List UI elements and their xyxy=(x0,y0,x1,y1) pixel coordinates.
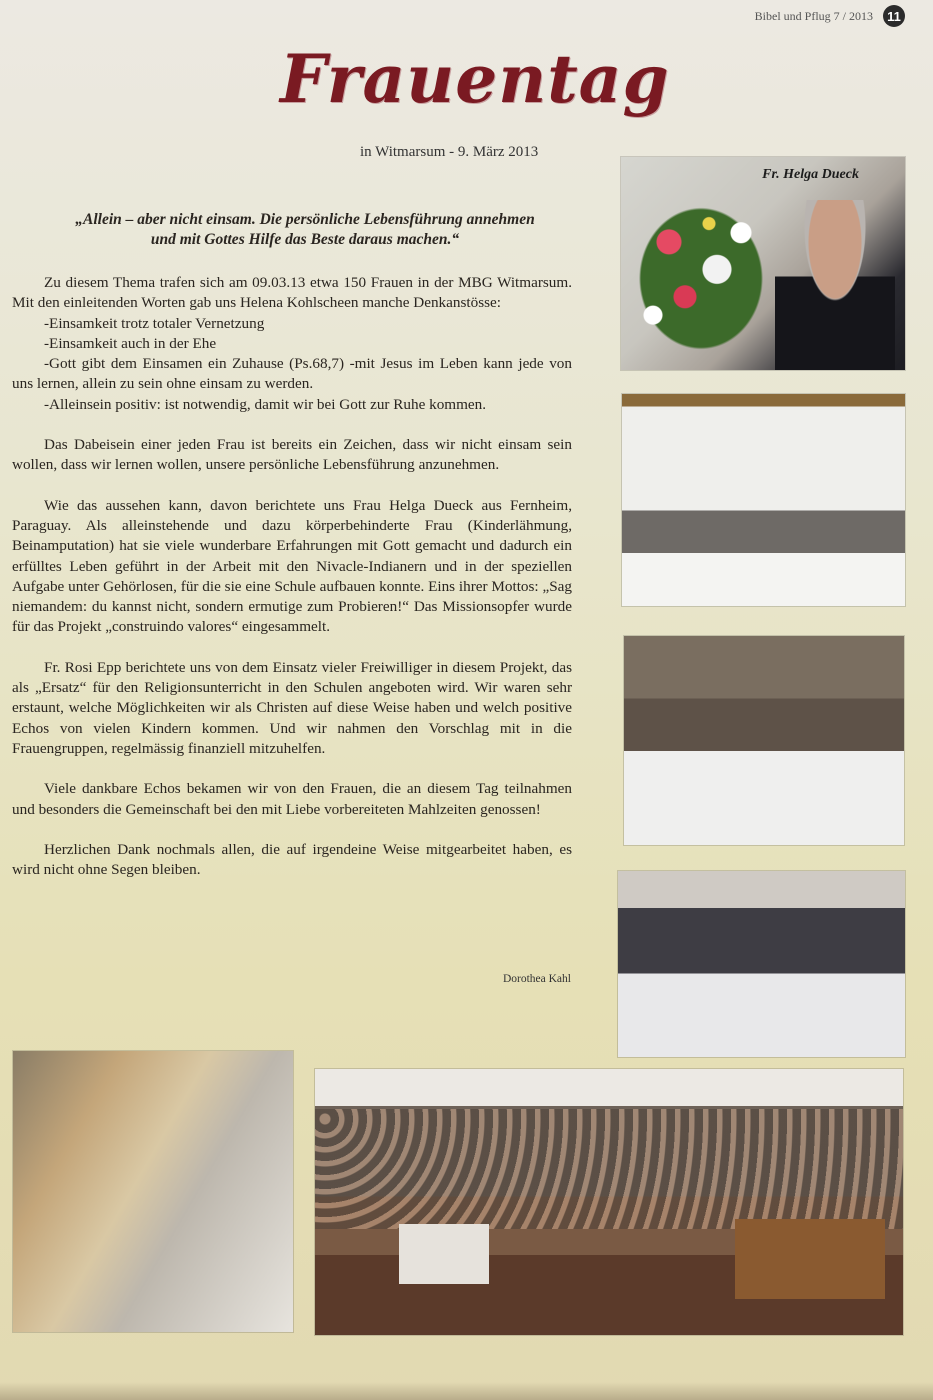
thought-list xyxy=(12,314,572,415)
photo-buffet-line xyxy=(622,394,905,606)
list-item: -Gott gibt dem Einsamen ein Zuhause (Ps.68,7) -mit Jesus im Leben kann jede von uns lernen, allein zu sein ohne einsam zu werden. xyxy=(12,355,572,393)
article-title: Frauentag xyxy=(280,40,670,118)
list-item: -Alleinsein positiv: ist notwendig, damit wir bei Gott zur Ruhe kommen. xyxy=(44,395,487,413)
article-body xyxy=(12,273,572,900)
photo-table-group-1 xyxy=(624,636,904,845)
paragraph-intro: Zu diesem Thema trafen sich am 09.03.13 etwa 150 Frauen in der MBG Witmarsum. Mit den einleitenden Worten gab uns Helena Kohlscheen manche Denkanstösse: xyxy=(12,274,572,312)
quote-line-2: und mit Gottes Hilfe das Beste daraus machen.“ xyxy=(150,231,460,248)
flower-bouquet xyxy=(621,187,781,370)
article-quote xyxy=(16,210,594,250)
paragraph-2: Das Dabeisein einer jeden Frau ist bereits ein Zeichen, dass wir nicht einsam sein wollen, dass wir lernen wollen, unsere persönliche Lebensführung anzunehmen. xyxy=(12,436,572,474)
page-header xyxy=(755,5,905,27)
photo-caption: Fr. Helga Dueck xyxy=(762,167,859,182)
paragraph-5: Viele dankbare Echos bekamen wir von den Frauen, die an diesem Tag teilnahmen und besonders die Gemeinschaft bei den mit Liebe vorbereiteten Mahlzeiten genossen! xyxy=(12,780,572,818)
list-item: -Einsamkeit auch in der Ehe xyxy=(44,334,217,352)
paragraph-4: Fr. Rosi Epp berichtete uns von dem Einsatz vieler Freiwilliger in diesem Projekt, das als „Ersatz“ für den Religionsunterricht in den Schulen angeboten wird. Wir waren sehr erstaunt, welche Möglichkeiten wir als Christen auf diese Weise haben und welch positive Echos von vielen Kindern kommen. Und wir nahmen den Vorschlag mit in die Frauengruppen, regelmässig finanziell mitzuhelfen. xyxy=(12,658,572,757)
photo-bread-table xyxy=(13,1051,293,1332)
author-signature: Dorothea Kahl xyxy=(502,973,571,985)
list-item: -Einsamkeit trotz totaler Vernetzung xyxy=(44,314,265,332)
photo-helga-dueck xyxy=(621,157,905,370)
podium xyxy=(735,1219,885,1299)
photo-table-group-2 xyxy=(618,871,905,1057)
page-number-badge: 11 xyxy=(883,5,905,27)
paragraph-3: Wie das aussehen kann, davon berichtete uns Frau Helga Dueck aus Fernheim, Paraguay. Als alleinstehende und dazu körperbehinderte Frau (Kinderlähmung, Beinamputation) hat sie viele wunderbare Erfahrungen mit Gott gemacht und dadurch ein erfülltes Leben geführt in der Arbeit mit den Nivacle-Indianern und in der speziellen Aufgabe unter Gehörlosen, für die sie eine Schule aufbauen konnte. Eins ihrer Mottos: „Sag niemandem: du kannst nicht, sondern ermutige zum Probieren!“ Das Missionsopfer wurde für das Projekt „construindo valores“ eingesammelt. xyxy=(12,496,572,636)
crowd xyxy=(315,1109,903,1229)
article-subtitle: in Witmarsum - 9. März 2013 xyxy=(360,144,539,160)
offering-table xyxy=(399,1224,489,1284)
portrait-woman xyxy=(775,200,895,370)
photo-congregation-hall xyxy=(315,1069,903,1335)
quote-line-1: „Allein – aber nicht einsam. Die persönliche Lebensführung annehmen xyxy=(75,211,535,228)
publication-label: Bibel und Pflug 7 / 2013 xyxy=(754,8,873,23)
paragraph-6: Herzlichen Dank nochmals allen, die auf irgendeine Weise mitgearbeitet haben, es wird nicht ohne Segen bleiben. xyxy=(12,840,572,879)
